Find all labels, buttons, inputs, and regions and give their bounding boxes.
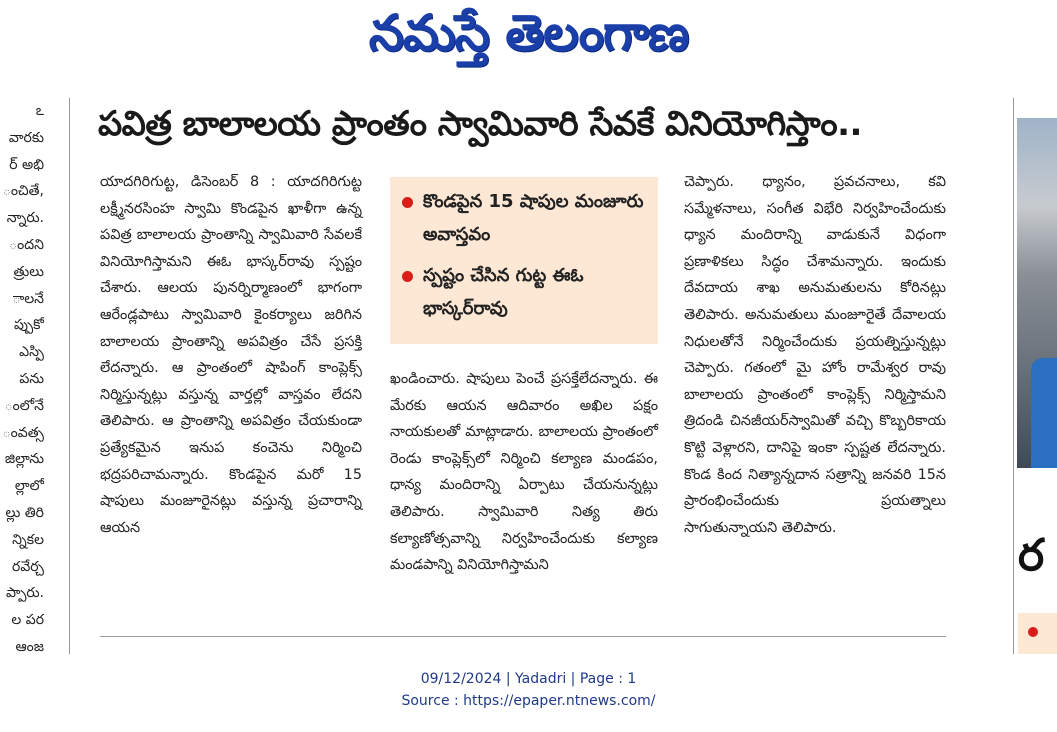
left-strip-line: ాలనే — [12, 290, 44, 307]
bullet-icon — [1028, 627, 1038, 637]
article-headline: పవిత్ర బాలాలయ ప్రాంతం స్వామివారి సేవకే వినియోగిస్తాం.. — [98, 104, 862, 144]
column-divider — [1013, 98, 1014, 654]
column-1-text: యాదగిరిగుట్ట, డిసెంబర్ 8 : యాదగిరిగుట్ట లక్ష్మీనరసింహ స్వామి కొండపైన ఖాళీగా ఉన్న పవిత్ర బాలాలయ ప్రాంతాన్ని స్వామివారి సేవలకే వినియోగిస్తామని ఈఓ భాస్కర్‌రావు స్పష్టం చేశారు. ఆలయ పునర్నిర్మాణంలో భాగంగా ఆరేండ్లపాటు స్వామివారి కైంకర్యాలు జరిగిన బాలాలయ ప్రాంతాన్ని అపవిత్రం చేసే ప్రసక్తి లేదన్నారు. ఆ ప్రాంతంలో షాపింగ్ కాంప్లెక్స్ నిర్మిస్తున్నట్లు వస్తున్న వార్తల్లో వాస్తవం లేదని తెలిపారు. ఆ ప్రాంతాన్ని అపవిత్రం చేయకుండా ప్రత్యేకమైన ఇనుప కంచెను నిర్మించి భద్రపరిచామన్నారు. కొండపైన మరో 15 షాపులు మంజూరైనట్లు వస్తున్న ప్రచారాన్ని ఆయన — [100, 174, 362, 536]
masthead-title: నమస్తే తెలంగాణ — [368, 4, 689, 62]
column-3-text: చెప్పారు. ధ్యానం, ప్రవచనాలు, కవి సమ్మేళనాలు, సంగీత విభేరి నిర్వహించేందుకు ధ్యాన మందిరాన్ని వాడుకునే విధంగా ప్రణాళికలు సిద్ధం చేశామన్నారు. ఇందుకు దేవదాయ శాఖ అనుమతులను కోరినట్లు తెలిపారు. అనుమతులు మంజూరైతే దేవాలయ నిధులతోనే నిర్మించేందుకు ప్రయత్నిస్తున్నట్లు చెప్పారు. గతంలో మై హోం రామేశ్వర రావు బాలాలయ ప్రాంతంలో కాంప్లెక్స్ నిర్మిస్తామని త్రిదండి చినజీయర్‌స్వామితో వచ్చి కొబ్బరికాయ కొట్టి వెళ్లారని, దానిపై ఇంకా స్పష్టత లేదన్నారు. కొండ కింద నిత్యాన్నదాన సత్రాన్ని జనవరి 15న ప్రారంభించేందుకు ప్రయత్నాలు సాగుతున్నాయని తెలిపారు. — [684, 174, 946, 536]
left-strip-line: జిల్లాను — [4, 451, 44, 468]
highlight-box — [390, 177, 658, 344]
left-strip-line: త్రులు — [13, 263, 44, 280]
left-strip-line: ంలోనే — [4, 397, 44, 414]
masthead — [0, 0, 1057, 80]
article-column-2 — [390, 366, 658, 579]
left-strip-line: ంచితే, — [2, 183, 44, 200]
left-strip-line: న్నారు. — [6, 210, 44, 227]
left-strip-line: వారకు — [8, 129, 44, 146]
adjacent-headline-fragment: ర — [1018, 530, 1045, 581]
article-column-1 — [100, 169, 362, 541]
footer-source-link[interactable]: Source : https://epaper.ntnews.com/ — [401, 693, 656, 709]
left-strip-line: పను — [19, 370, 44, 387]
adjacent-highlight-box — [1018, 613, 1057, 654]
left-adjacent-article — [0, 98, 44, 654]
left-strip-line: ఎస్పి — [19, 344, 44, 361]
highlight-text: కొండపైన 15 షాపుల మంజూరు అవాస్తవం — [423, 191, 644, 245]
highlight-text: స్పష్టం చేసిన గుట్ట ఈఓ భాస్కర్‌రావు — [423, 265, 584, 319]
newspaper-clipping — [0, 98, 1057, 654]
bullet-icon — [402, 197, 413, 208]
footer-date-line: 09/12/2024 | Yadadri | Page : 1 — [420, 671, 637, 687]
page-footer — [0, 668, 1057, 712]
highlight-item — [390, 251, 658, 325]
left-strip-line: ర్ అభి — [9, 156, 44, 173]
left-strip-line: ల పర — [11, 612, 44, 629]
left-strip-line: ల్లు తిరి — [5, 504, 44, 521]
photo-figure — [1031, 358, 1057, 468]
adjacent-article-photo — [1017, 118, 1057, 468]
article-column-3 — [684, 169, 946, 541]
left-strip-line: ప్పుకో — [14, 317, 44, 334]
bottom-divider — [100, 636, 946, 637]
left-strip-line: ల్లాలో — [14, 478, 44, 495]
column-2-text: ఖండించారు. షాపులు పెంచే ప్రసక్తేలేదన్నారు. ఈ మేరకు ఆయన ఆదివారం అఖిల పక్షం నాయకులతో మాట్లాడారు. బాలాలయ ప్రాంతంలో రెండు కాంప్లెక్స్‌లో నిర్మించి కల్యాణ మండపం, ధాన్య మందిరాన్ని ఏర్పాటు చేయనున్నట్లు తెలిపారు. స్వామివారి నిత్య తిరు కల్యాణోత్సవాన్ని నిర్వహించేందుకు కల్యాణ మండపాన్ని వినియోగిస్తామని — [390, 371, 658, 574]
left-strip-line: రవేర్చ — [12, 558, 44, 575]
left-strip-line: ఽ — [35, 103, 44, 119]
left-strip-line: ఆంజ — [15, 638, 44, 654]
column-divider — [69, 98, 70, 654]
left-strip-line: ప్పారు. — [6, 585, 44, 602]
left-strip-line: న్నికల — [12, 531, 44, 548]
bullet-icon — [402, 271, 413, 282]
left-strip-line: ందని — [9, 236, 44, 253]
highlight-item — [390, 177, 658, 251]
left-strip-line: ంవత్స — [2, 424, 44, 441]
